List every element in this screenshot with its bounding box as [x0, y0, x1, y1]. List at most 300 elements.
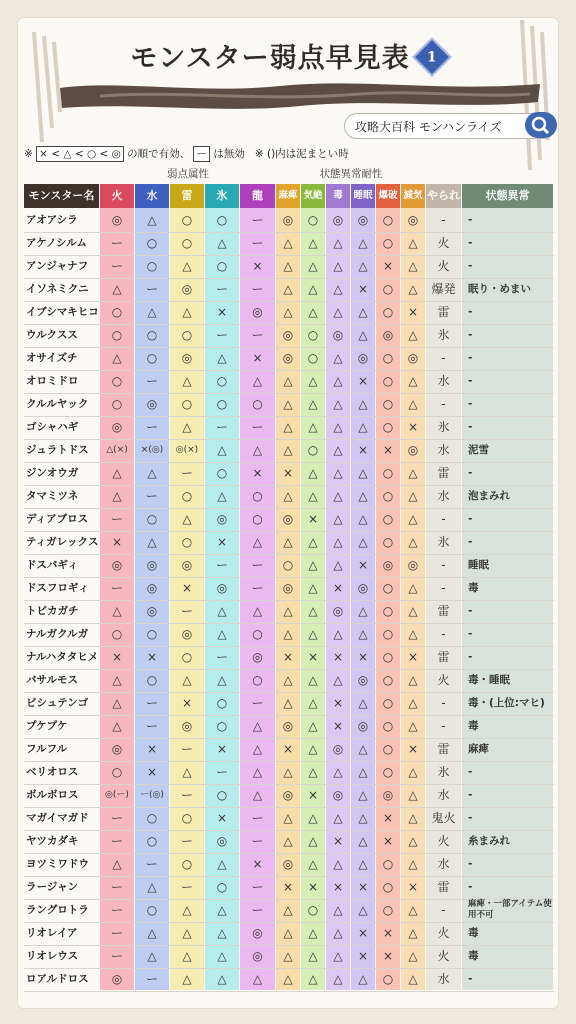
monster-name: ラージャン — [26, 881, 79, 893]
stun-cell: △ — [308, 397, 318, 411]
ice-cell: ○ — [216, 880, 228, 894]
thunder-cell: ー — [180, 742, 193, 756]
dragon-cell: ◎ — [252, 949, 263, 963]
sleep-cell: ◎ — [357, 673, 369, 687]
sleep-cell: △ — [358, 696, 368, 710]
exhaust-cell: △ — [408, 236, 418, 250]
status-effect-cell: 泥雪 — [468, 444, 489, 456]
legend-text-mud: ()内は泥まとい時 — [266, 148, 349, 160]
sleep-cell: × — [357, 880, 369, 894]
fire-cell: ー — [110, 834, 123, 848]
blast-cell: ◎ — [382, 788, 394, 802]
stun-cell: △ — [308, 765, 318, 779]
status-effect-cell: - — [468, 536, 473, 548]
poison-cell: △ — [333, 857, 343, 871]
stun-cell: △ — [308, 420, 318, 434]
blight-cell: - — [441, 558, 446, 572]
stun-header: 気絶 — [301, 184, 325, 208]
stun-cell: △ — [308, 949, 318, 963]
thunder-cell: △ — [182, 305, 192, 319]
fire-cell: ○ — [111, 397, 123, 411]
stun-cell: × — [307, 512, 319, 526]
fire-cell: △(×) — [106, 445, 128, 455]
exhaust-cell: △ — [408, 259, 418, 273]
paralysis-cell: △ — [283, 282, 293, 296]
water-header: 水 — [135, 184, 169, 208]
exhaust-cell: △ — [408, 696, 418, 710]
fire-cell: ◎ — [111, 420, 123, 434]
blight-cell: 火 — [437, 949, 450, 963]
paralysis-cell: ◎ — [282, 719, 294, 733]
water-cell: ◎ — [146, 397, 158, 411]
monster-name: ロアルドロス — [26, 973, 89, 985]
exhaust-cell: △ — [408, 374, 418, 388]
dragon-cell: ○ — [252, 673, 263, 687]
monster-name: ラングロトラ — [26, 904, 89, 916]
ice-cell: × — [216, 305, 228, 319]
monster-name: ジュラトドス — [26, 444, 89, 456]
exhaust-cell: △ — [408, 903, 418, 917]
water-cell: ○ — [146, 834, 158, 848]
sleep-cell: △ — [358, 328, 368, 342]
paralysis-cell: △ — [283, 397, 293, 411]
poison-cell: △ — [333, 466, 343, 480]
blight-cell: - — [441, 903, 446, 917]
water-cell: ー — [145, 696, 158, 710]
water-cell: ー — [145, 420, 158, 434]
exhaust-cell: ◎ — [407, 558, 419, 572]
status-effect-cell: - — [468, 375, 473, 387]
status-effect-cell: - — [468, 651, 473, 663]
sleep-cell: △ — [358, 604, 368, 618]
search-button[interactable] — [525, 112, 557, 138]
blast-cell: ○ — [382, 420, 394, 434]
monster-name: ベリオロス — [26, 766, 79, 778]
dragon-cell: ー — [251, 880, 264, 894]
exhaust-cell: △ — [408, 926, 418, 940]
water-cell: △ — [147, 305, 157, 319]
fire-cell: ー — [110, 880, 123, 894]
legend-text-effective: の順で有効、 — [127, 148, 191, 160]
fire-cell: △ — [112, 489, 122, 503]
stun-cell: × — [307, 880, 319, 894]
dragon-cell: ー — [251, 834, 264, 848]
thunder-cell: ◎ — [181, 282, 193, 296]
blight-cell: - — [441, 719, 446, 733]
blight-cell: 水 — [437, 374, 450, 388]
fire-cell: ー — [110, 581, 123, 595]
fire-cell: ー — [110, 811, 123, 825]
poison-cell: △ — [333, 305, 343, 319]
poison-cell: △ — [333, 926, 343, 940]
monster-name: プケプケ — [26, 720, 68, 732]
sleep-cell: △ — [358, 857, 368, 871]
sleep-cell: ◎ — [357, 351, 369, 365]
blast-cell: × — [382, 443, 394, 457]
paralysis-cell: △ — [283, 420, 293, 434]
ice-cell: △ — [217, 627, 227, 641]
ice-cell: △ — [217, 949, 227, 963]
exhaust-cell: △ — [408, 328, 418, 342]
exhaust-cell: △ — [408, 397, 418, 411]
status-effect-cell: 麻痺 — [468, 743, 489, 755]
status-effect-cell: - — [468, 605, 473, 617]
exhaust-cell: ◎ — [407, 213, 419, 227]
blight-cell: - — [441, 696, 446, 710]
blast-cell: ○ — [382, 305, 394, 319]
exhaust-cell: △ — [408, 627, 418, 641]
stun-cell: △ — [308, 558, 318, 572]
dragon-cell: ○ — [252, 512, 263, 526]
ice-cell: △ — [217, 673, 227, 687]
blast-cell: ○ — [382, 650, 394, 664]
fire-cell: ー — [110, 926, 123, 940]
thunder-cell: △ — [182, 972, 192, 986]
paralysis-cell: ◎ — [282, 213, 294, 227]
poison-cell: △ — [333, 282, 343, 296]
ice-cell: △ — [217, 489, 227, 503]
monster-name: ビシュテンゴ — [26, 697, 89, 709]
monster-name: ナルハタタヒメ — [26, 651, 99, 663]
ice-cell: ○ — [216, 374, 228, 388]
thunder-cell: ー — [180, 604, 193, 618]
poison-cell: △ — [333, 972, 343, 986]
blight-cell: 爆発 — [431, 282, 456, 296]
paralysis-cell: △ — [283, 535, 293, 549]
monster-name: オサイズチ — [26, 352, 78, 364]
stun-cell: △ — [308, 374, 318, 388]
paralysis-header: 麻痺 — [276, 184, 300, 208]
exhaust-header: 減気 — [401, 184, 425, 208]
fire-cell: ー — [110, 236, 123, 250]
exhaust-cell: △ — [408, 512, 418, 526]
dragon-cell: ー — [251, 420, 264, 434]
water-cell: × — [146, 765, 158, 779]
paralysis-cell: ◎ — [282, 328, 294, 342]
exhaust-cell: × — [407, 420, 419, 434]
sleep-cell: △ — [358, 834, 368, 848]
stun-cell: ○ — [307, 213, 319, 227]
sleep-cell: △ — [358, 489, 368, 503]
sleep-cell: △ — [358, 742, 368, 756]
sleep-cell: △ — [358, 535, 368, 549]
thunder-cell: △ — [182, 765, 192, 779]
sleep-cell: × — [357, 374, 369, 388]
status-effect-cell: - — [468, 329, 473, 341]
dragon-cell: ○ — [252, 489, 263, 503]
water-cell: ○ — [146, 259, 158, 273]
monster-name: イソネミクニ — [26, 283, 89, 295]
water-cell: ー — [145, 374, 158, 388]
blight-cell: 氷 — [437, 420, 450, 434]
thunder-cell: △ — [182, 259, 192, 273]
exhaust-cell: × — [407, 650, 419, 664]
dragon-header: 龍 — [240, 184, 275, 208]
sleep-header: 睡眠 — [351, 184, 375, 208]
paralysis-cell: × — [282, 880, 294, 894]
blast-cell: ○ — [382, 213, 394, 227]
sleep-cell: × — [357, 443, 369, 457]
poison-cell: △ — [333, 765, 343, 779]
blast-cell: × — [382, 834, 394, 848]
exhaust-cell: △ — [408, 972, 418, 986]
blight-cell: 氷 — [437, 328, 450, 342]
paralysis-cell: △ — [283, 765, 293, 779]
fire-cell: ー — [110, 259, 123, 273]
page-title — [0, 36, 576, 75]
stun-cell: △ — [308, 305, 318, 319]
water-cell: ー — [145, 489, 158, 503]
blast-cell: ◎ — [382, 328, 394, 342]
fire-cell: ○ — [111, 328, 123, 342]
poison-cell: △ — [333, 811, 343, 825]
thunder-cell: ◎ — [181, 351, 193, 365]
paralysis-cell: × — [282, 650, 294, 664]
status-effect-cell: - — [468, 881, 473, 893]
legend-mark-2: ※ — [254, 148, 264, 160]
ice-cell: △ — [217, 236, 227, 250]
blight-cell: 氷 — [437, 765, 450, 779]
status-effect-cell: - — [468, 467, 473, 479]
poison-cell: × — [332, 650, 344, 664]
exhaust-cell: △ — [408, 581, 418, 595]
paralysis-cell: △ — [283, 374, 293, 388]
ice-cell: ○ — [216, 719, 228, 733]
thunder-cell: △ — [182, 903, 192, 917]
paralysis-cell: × — [282, 742, 294, 756]
poison-cell: ◎ — [332, 788, 344, 802]
blight-cell: 火 — [437, 926, 450, 940]
monster-name: ナルガクルガ — [26, 628, 89, 640]
blight-cell: - — [441, 627, 446, 641]
stun-cell: △ — [308, 581, 318, 595]
stun-cell: △ — [308, 673, 318, 687]
paralysis-cell: △ — [283, 926, 293, 940]
fire-cell: ○ — [111, 765, 123, 779]
dragon-cell: ー — [251, 558, 264, 572]
status-effect-cell: - — [468, 628, 473, 640]
blight-cell: - — [441, 213, 446, 227]
blight-cell: 雷 — [437, 650, 450, 664]
group-weakness: 弱点属性 — [167, 168, 209, 180]
monster-name: ウルクスス — [26, 329, 78, 341]
water-cell: △ — [147, 466, 157, 480]
blast-cell: ○ — [382, 535, 394, 549]
water-cell: ○ — [146, 328, 158, 342]
exhaust-cell: △ — [408, 719, 418, 733]
status-effect-cell: 毒 — [468, 582, 479, 594]
status-effect-cell: - — [468, 789, 473, 801]
thunder-cell: ◎ — [181, 719, 193, 733]
stun-cell: △ — [308, 926, 318, 940]
ice-cell: ○ — [216, 259, 228, 273]
exhaust-cell: △ — [408, 949, 418, 963]
paralysis-cell: ◎ — [282, 351, 294, 365]
thunder-cell: △ — [182, 949, 192, 963]
blast-cell: ○ — [382, 374, 394, 388]
fire-cell: ◎ — [111, 213, 123, 227]
legend-dash: ー — [193, 146, 210, 162]
blast-cell: ○ — [382, 903, 394, 917]
dragon-cell: △ — [252, 788, 263, 802]
exhaust-cell: × — [407, 880, 419, 894]
sleep-cell: △ — [358, 259, 368, 273]
ice-cell: ー — [215, 558, 228, 572]
fire-cell: ◎ — [111, 972, 123, 986]
stun-cell: △ — [308, 627, 318, 641]
blight-cell: 雷 — [437, 742, 450, 756]
stun-cell: × — [307, 650, 319, 664]
legend — [24, 146, 349, 162]
blast-cell: ○ — [382, 282, 394, 296]
sleep-cell: × — [357, 949, 369, 963]
thunder-cell: × — [181, 696, 193, 710]
ice-cell: ◎ — [216, 512, 228, 526]
status-effect-cell: - — [468, 260, 473, 272]
dragon-cell: ー — [251, 811, 264, 825]
water-cell: ◎ — [146, 604, 158, 618]
thunder-cell: ◎ — [181, 558, 193, 572]
stun-cell: △ — [308, 742, 318, 756]
poison-cell: △ — [333, 903, 343, 917]
dragon-cell: ー — [251, 903, 264, 917]
blight-cell: - — [441, 397, 446, 411]
status-header: 状態異常 — [462, 184, 553, 208]
thunder-cell: △ — [182, 926, 192, 940]
exhaust-cell: △ — [408, 535, 418, 549]
poison-cell: △ — [333, 259, 343, 273]
exhaust-cell: △ — [408, 834, 418, 848]
exhaust-cell: △ — [408, 811, 418, 825]
thunder-cell: ○ — [181, 489, 193, 503]
paralysis-cell: △ — [283, 949, 293, 963]
thunder-cell: ー — [180, 466, 193, 480]
blast-cell: ○ — [382, 627, 394, 641]
poison-cell: × — [332, 696, 344, 710]
water-cell: ◎ — [146, 558, 158, 572]
blast-cell: ○ — [382, 696, 394, 710]
name-header: モンスター名 — [24, 184, 99, 208]
paralysis-cell: ◎ — [282, 857, 294, 871]
ice-header: 氷 — [205, 184, 239, 208]
status-effect-cell: 眠り・めまい — [468, 283, 531, 295]
stun-cell: △ — [308, 857, 318, 871]
thunder-cell: ○ — [181, 328, 193, 342]
water-cell: ー — [145, 719, 158, 733]
status-effect-cell: 毒 — [468, 950, 479, 962]
search-text: 攻略大百科 モンハンライズ — [355, 120, 502, 134]
dragon-cell: △ — [252, 742, 263, 756]
dragon-cell: △ — [252, 604, 263, 618]
poison-cell: △ — [333, 443, 343, 457]
page-title-text: モンスター弱点早見表 — [130, 43, 410, 74]
poison-cell: △ — [333, 558, 343, 572]
water-cell: ○ — [146, 903, 158, 917]
blast-cell: × — [382, 811, 394, 825]
ice-cell: ○ — [216, 397, 228, 411]
stun-cell: ○ — [307, 351, 319, 365]
thunder-cell: ○ — [181, 397, 193, 411]
fire-cell: △ — [112, 673, 122, 687]
exhaust-cell: △ — [408, 604, 418, 618]
thunder-cell: × — [181, 581, 193, 595]
sleep-cell: × — [357, 558, 369, 572]
ice-cell: △ — [217, 351, 227, 365]
dragon-cell: △ — [252, 443, 263, 457]
water-cell: △ — [147, 880, 157, 894]
monster-name: マガイマガド — [26, 812, 89, 824]
fire-cell: △ — [112, 282, 122, 296]
monster-name: バサルモス — [26, 674, 78, 686]
poison-cell: △ — [333, 512, 343, 526]
poison-cell: △ — [333, 397, 343, 411]
exhaust-cell: △ — [408, 788, 418, 802]
paralysis-cell: △ — [283, 236, 293, 250]
blight-cell: 雷 — [437, 305, 450, 319]
paralysis-cell: △ — [283, 305, 293, 319]
blast-cell: ○ — [382, 512, 394, 526]
blast-header: 爆破 — [376, 184, 400, 208]
paralysis-cell: △ — [283, 811, 293, 825]
blast-cell: ○ — [382, 765, 394, 779]
blast-cell: ○ — [382, 857, 394, 871]
monster-name: ヨツミワドウ — [26, 858, 89, 870]
poison-cell: ◎ — [332, 213, 344, 227]
dragon-cell: ー — [251, 696, 264, 710]
dragon-cell: △ — [252, 765, 263, 779]
blight-cell: 火 — [437, 259, 450, 273]
blight-cell: 雷 — [437, 604, 450, 618]
monster-name: ディアブロス — [26, 513, 89, 525]
water-cell: △ — [147, 213, 157, 227]
thunder-cell: ◎(×) — [175, 445, 199, 455]
page-number-badge — [412, 37, 452, 77]
dragon-cell: △ — [252, 535, 263, 549]
blast-cell: ○ — [382, 397, 394, 411]
blight-cell: 火 — [437, 673, 450, 687]
sleep-cell: △ — [358, 236, 368, 250]
poison-cell: △ — [333, 673, 343, 687]
search-box[interactable] — [344, 113, 556, 139]
blight-cell: 火 — [437, 236, 450, 250]
thunder-cell: ○ — [181, 213, 193, 227]
exhaust-cell: △ — [408, 489, 418, 503]
stun-cell: ○ — [307, 328, 319, 342]
status-effect-cell: 麻痺・一部アイテム使用不可 — [468, 899, 552, 920]
dragon-cell: × — [252, 259, 263, 273]
blast-cell: ○ — [382, 880, 394, 894]
ice-cell: △ — [217, 443, 227, 457]
status-effect-cell: 毒・睡眠 — [468, 674, 510, 686]
blast-cell: ○ — [382, 742, 394, 756]
water-cell: × — [146, 650, 158, 664]
paralysis-cell: △ — [283, 259, 293, 273]
status-effect-cell: 睡眠 — [468, 559, 489, 571]
poison-cell: × — [332, 834, 344, 848]
status-effect-cell: - — [468, 398, 473, 410]
sleep-cell: × — [357, 650, 369, 664]
stun-cell: △ — [308, 719, 318, 733]
stun-cell: △ — [308, 236, 318, 250]
monster-name: ゴシャハギ — [26, 421, 79, 433]
status-effect-cell: - — [468, 214, 473, 226]
exhaust-cell: × — [407, 742, 419, 756]
thunder-cell: ○ — [181, 236, 193, 250]
blight-cell: 雷 — [437, 880, 450, 894]
water-cell: × — [146, 742, 158, 756]
ice-cell: ー — [215, 282, 228, 296]
poison-header: 毒 — [326, 184, 350, 208]
